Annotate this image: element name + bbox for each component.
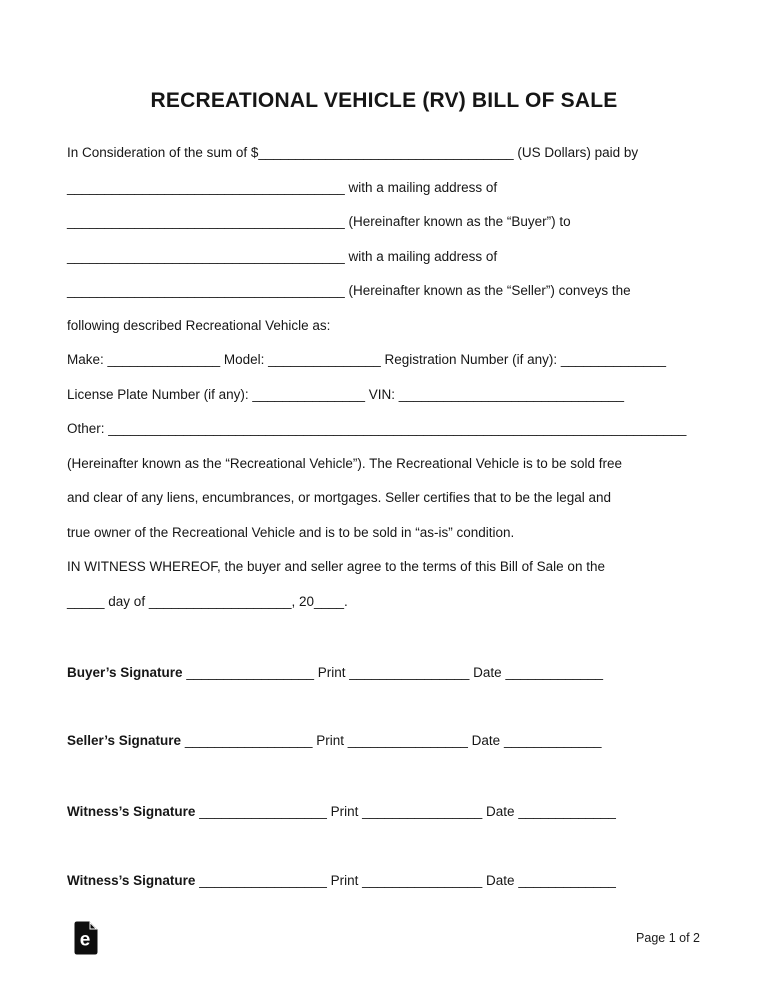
- date-label: Date: [471, 733, 501, 748]
- eforms-document-logo-icon: [74, 921, 98, 955]
- witness-clause-line: IN WITNESS WHEREOF, the buyer and seller agree to the terms of this Bill of Sale on the: [67, 559, 605, 574]
- covenant-line-1: (Hereinafter known as the “Recreational Vehicle”). The Recreational Vehicle is to be sold free: [67, 455, 623, 471]
- signature-blank: _________________: [186, 665, 314, 680]
- signature-blank: _________________: [184, 733, 313, 748]
- signature-label: Witness’s Signature: [67, 873, 196, 888]
- print-label: Print: [330, 873, 359, 888]
- signature-blank: _________________: [199, 804, 327, 819]
- buyer-designation-line: _____________________________________ (Hereinafter known as the “Buyer”) to: [67, 214, 571, 229]
- date-blank: _____________: [505, 665, 604, 680]
- execution-date-line: _____ day of ___________________, 20____.: [67, 593, 348, 609]
- make-model-registration-line: Make: _______________ Model: _______________ Registration Number (if any): ______________: [67, 352, 666, 367]
- print-label: Print: [330, 804, 359, 819]
- signature-row-witness-2: [67, 871, 616, 891]
- page-number: Page 1 of 2: [636, 931, 700, 945]
- eforms-logo-letter: e: [79, 929, 91, 951]
- print-blank: ________________: [347, 733, 468, 748]
- signature-row-buyer: [67, 663, 603, 683]
- date-blank: _____________: [518, 873, 616, 888]
- date-blank: _____________: [503, 733, 602, 748]
- page-title: RECREATIONAL VEHICLE (RV) BILL OF SALE: [150, 89, 618, 112]
- signature-row-witness-1: [67, 802, 616, 822]
- date-label: Date: [473, 665, 502, 680]
- seller-designation-line: _____________________________________ (Hereinafter known as the “Seller”) conveys the: [67, 283, 631, 298]
- signature-row-seller: [67, 731, 602, 751]
- signature-label: Witness’s Signature: [67, 804, 196, 819]
- other-line: Other: _____________________________________________________________________________: [67, 421, 687, 436]
- consideration-amount-line: In Consideration of the sum of $__________________________________ (US Dollars) paid by: [67, 145, 639, 160]
- buyer-name-line: _____________________________________ with a mailing address of: [67, 179, 498, 195]
- date-label: Date: [486, 873, 515, 888]
- print-label: Print: [317, 665, 346, 680]
- signature-label: Buyer’s Signature: [67, 665, 183, 680]
- vehicle-intro-line: following described Recreational Vehicle as:: [67, 317, 331, 333]
- covenant-line-3: true owner of the Recreational Vehicle and is to be sold in “as-is” condition.: [67, 524, 515, 540]
- signature-label: Seller’s Signature: [67, 733, 182, 748]
- date-label: Date: [486, 804, 515, 819]
- seller-name-line: _____________________________________ with a mailing address of: [67, 248, 498, 264]
- print-blank: ________________: [362, 873, 483, 888]
- print-blank: ________________: [349, 665, 470, 680]
- covenant-line-2: and clear of any liens, encumbrances, or mortgages. Seller certifies that to be the legal and: [67, 490, 612, 505]
- print-label: Print: [316, 733, 344, 748]
- form-body: [67, 136, 707, 619]
- signature-blank: _________________: [199, 873, 327, 888]
- print-blank: ________________: [362, 804, 483, 819]
- plate-vin-line: License Plate Number (if any): _______________ VIN: ______________________________: [67, 386, 624, 402]
- date-blank: _____________: [518, 804, 616, 819]
